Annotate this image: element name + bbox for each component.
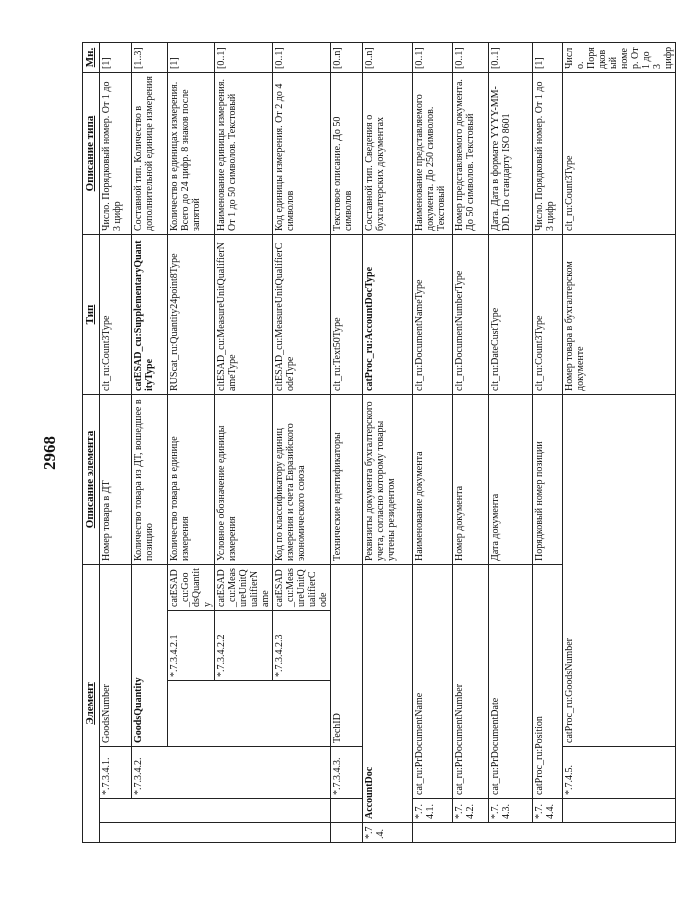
- row-name: catESAD_cu:GoodsQuantity: [168, 565, 215, 611]
- row-name: GoodsNumber: [100, 565, 132, 747]
- row-code: *.7.3.4.2.2: [215, 611, 273, 681]
- row-type: clt_ru:DocumentNumberType: [453, 235, 489, 395]
- row-mult: [0..n]: [331, 43, 363, 73]
- table-row: [563, 43, 676, 843]
- row-type-description: Код единицы измерения. От 2 до 4 символов: [273, 73, 331, 235]
- row-type: cltESAD_cu:MeasureUnitQualifierCodeType: [273, 235, 331, 395]
- row-type-description: Номер представляемого документа. До 50 символов. Текстовый: [453, 73, 489, 235]
- table-row: [132, 43, 168, 843]
- row-type: catProc_ru:AccountDocType: [363, 235, 413, 395]
- header-element: Элемент: [83, 565, 100, 843]
- row-description: Количество товара в единице измерения: [168, 395, 215, 565]
- row-description: Технические идентификаторы: [331, 395, 363, 565]
- row-name: catESAD_cu:MeasureUnitQualifierName: [215, 565, 273, 611]
- row-code: *.7.4.: [363, 823, 413, 843]
- header-mult: Мн.: [83, 43, 100, 73]
- row-type-description: Составной тип. Количество в дополнительной единице измерения: [132, 73, 168, 235]
- row-type-description: Наименование единицы измерения. От 1 до 50 символов. Текстовый: [215, 73, 273, 235]
- row-type: clt_ru:DateCustType: [489, 235, 533, 395]
- row-mult: [0..1]: [489, 43, 533, 73]
- row-mult: [0..1]: [215, 43, 273, 73]
- row-description: Номер товара в ДТ: [100, 395, 132, 565]
- row-code: *.7.4.2.: [453, 799, 489, 823]
- row-description: Наименование документа: [413, 395, 453, 565]
- element-table: [82, 42, 676, 843]
- row-mult: [1]: [168, 43, 215, 73]
- row-type: clt_ru:Count3Type: [563, 73, 676, 235]
- rotated-table-wrapper: [82, 43, 674, 843]
- row-type-description: Число. Порядковый номер. От 1 до 3 цифр: [100, 73, 132, 235]
- row-mult: [0..1]: [413, 43, 453, 73]
- table-row: [533, 43, 563, 843]
- row-description: Реквизиты документа бухгалтерского учета, согласно которому товары учтены резидентом: [363, 395, 413, 565]
- row-type: clt_ru:Count3Type: [100, 235, 132, 395]
- row-type-description: Число. Порядковый номер. От 1 до 3 цифр: [563, 43, 676, 73]
- row-name: cat_ru:PrDocumentDate: [489, 565, 533, 799]
- row-mult: [0..1]: [453, 43, 489, 73]
- indent-cell: [331, 823, 363, 843]
- row-type-description: Составной тип. Сведения о бухгалтерских документах: [363, 73, 413, 235]
- row-description: Номер товара в бухгалтерском документе: [563, 235, 676, 395]
- row-description: Дата документа: [489, 395, 533, 565]
- row-description: Порядковый номер позиции: [533, 395, 563, 565]
- row-mult: [1]: [100, 43, 132, 73]
- row-description: Код по классификатору единиц измерения и счета Евразийского экономического союза: [273, 395, 331, 565]
- row-code: *.7.3.4.2.1: [168, 611, 215, 681]
- row-name: GoodsQuantity: [132, 565, 168, 747]
- row-type: RUScat_ru:Quantity24point8Type: [168, 235, 215, 395]
- row-name: cat_ru:PrDocumentName: [413, 565, 453, 799]
- header-type-description: Описание типа: [83, 73, 100, 235]
- row-mult: [0..1]: [273, 43, 331, 73]
- row-type: clt_ru:Count3Type: [533, 235, 563, 395]
- row-type: clt_ru:Text50Type: [331, 235, 363, 395]
- table-row: [100, 43, 132, 843]
- row-name: AccountDoc: [363, 565, 413, 823]
- row-type: clt_ru:DocumentNameType: [413, 235, 453, 395]
- row-description: Номер документа: [453, 395, 489, 565]
- header-type: Тип: [83, 235, 100, 395]
- row-type-description: Количество в единицах измерения. Всего до 24 цифр. 8 знаков после запятой: [168, 73, 215, 235]
- row-description: Количество товара из ДТ, вошедшее в позицию: [132, 395, 168, 565]
- row-code: *.7.4.4.: [533, 799, 563, 823]
- indent-cell: [563, 799, 676, 823]
- row-type: catESAD_cu:SupplementaryQuantityType: [132, 235, 168, 395]
- row-type-description: Текстовое описание. До 50 символов: [331, 73, 363, 235]
- row-name: TechID: [331, 565, 363, 747]
- row-name: catProc_ru:Position: [533, 565, 563, 799]
- row-description: Условное обозначение единицы измерения: [215, 395, 273, 565]
- row-type-description: Число. Порядковый номер. От 1 до 3 цифр: [533, 73, 563, 235]
- header-description: Описание элемента: [83, 395, 100, 565]
- row-name: cat_ru:PrDocumentNumber: [453, 565, 489, 799]
- row-mult: [0..n]: [363, 43, 413, 73]
- table-row: [413, 43, 453, 843]
- row-code: *.7.3.4.2.3: [273, 611, 331, 681]
- table-row: [363, 43, 413, 843]
- row-code: *.7.3.4.1.: [100, 747, 132, 799]
- row-type-description: Дата. Дата в формате YYYY-MM-DD. По стандарту ISO 8601: [489, 73, 533, 235]
- row-code: *.7.4.1.: [413, 799, 453, 823]
- page-number: 2968: [40, 436, 59, 470]
- row-mult: [1..3]: [132, 43, 168, 73]
- indent-cell: [413, 823, 676, 843]
- indent-cell: [168, 681, 331, 747]
- indent-cell: [100, 823, 331, 843]
- indent-cell: [331, 799, 363, 823]
- table-row: [168, 43, 215, 843]
- row-name: catProc_ru:GoodsNumber: [563, 395, 676, 747]
- table-row: [331, 43, 363, 843]
- indent-cell: [100, 799, 331, 823]
- row-type-description: Наименование представляемого документа. До 250 символов. Текстовый: [413, 73, 453, 235]
- row-code: *.7.3.4.2.: [132, 747, 331, 799]
- header-row: [83, 43, 100, 843]
- table-row: [489, 43, 533, 843]
- row-code: *.7.4.5.: [563, 747, 676, 799]
- row-code: *.7.4.3.: [489, 799, 533, 823]
- row-code: *.7.3.4.3.: [331, 747, 363, 799]
- row-mult: [1]: [533, 43, 563, 73]
- row-name: catESAD_cu:MeasureUnitQualifierCode: [273, 565, 331, 611]
- row-type: cltESAD_cu:MeasureUnitQualifierNameType: [215, 235, 273, 395]
- table-row: [453, 43, 489, 843]
